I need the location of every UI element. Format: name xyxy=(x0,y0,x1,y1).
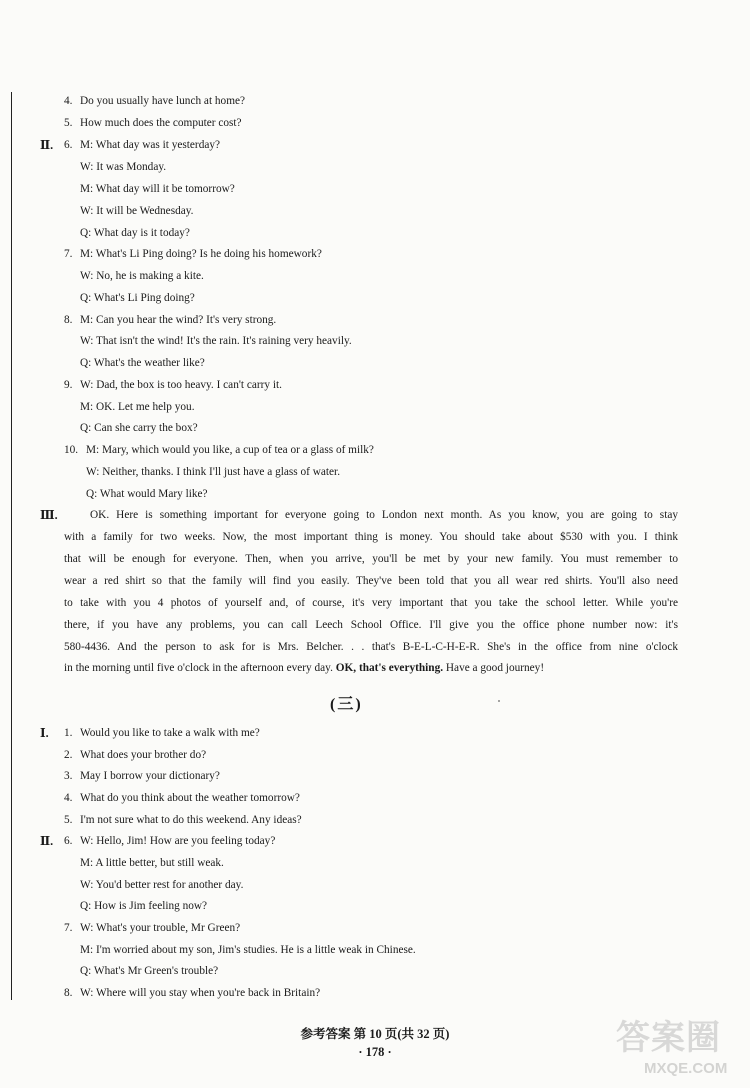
dialogue-line: M: Can you hear the wind? It's very strong. xyxy=(80,314,277,326)
question-line: What does your brother do? xyxy=(80,749,207,761)
paragraph-text: Have a good journey! xyxy=(445,662,545,674)
dialogue-line: W: Neither, thanks. I think I'll just have a glass of water. xyxy=(86,466,341,478)
dialogue-line: W: Hello, Jim! How are you feeling today? xyxy=(80,835,276,847)
item-number: 5. xyxy=(64,814,73,826)
dialogue-line: W: What's your trouble, Mr Green? xyxy=(80,922,241,934)
item-number: 3. xyxy=(64,770,73,782)
dialogue-line: M: OK. Let me help you. xyxy=(80,401,195,413)
watermark-url-text: MXQE.COM xyxy=(644,1060,728,1077)
dialogue-line: M: I'm worried about my son, Jim's studies. He is a little weak in Chinese. xyxy=(80,944,416,956)
left-margin-rule xyxy=(11,92,12,1000)
question-line: What do you think about the weather tomorrow? xyxy=(80,792,300,804)
section-title: (三) xyxy=(330,696,363,713)
dialogue-line: M: What's Li Ping doing? Is he doing his homework? xyxy=(80,248,322,260)
dialogue-line: M: What day will it be tomorrow? xyxy=(80,183,235,195)
paragraph-line: OK. Here is something important for everyone going to London next month. As you know, you are going to stay xyxy=(90,509,678,521)
dialogue-line: W: It will be Wednesday. xyxy=(80,205,194,217)
section-numeral: Ⅲ. xyxy=(40,508,58,522)
paragraph-line: to take with you 4 photos of yourself and, of course, it's very important that you take the school letter. While you're xyxy=(64,597,678,609)
paragraph-line: there, if you have any problems, you can call Leech School Office. I'll give you the office phone number now: it's xyxy=(64,619,678,631)
paragraph-text: in the morning until five o'clock in the afternoon every day. xyxy=(64,662,333,674)
dialogue-line: Q: What's Mr Green's trouble? xyxy=(80,965,219,977)
item-number: 5. xyxy=(64,117,73,129)
item-number: 7. xyxy=(64,922,73,934)
paragraph-line: wear a red shirt so that the family will find you easily. They've been told that you all wear red shirts. You'll also need xyxy=(64,575,678,587)
dialogue-line: W: No, he is making a kite. xyxy=(80,270,204,282)
dialogue-line: M: A little better, but still weak. xyxy=(80,857,224,869)
question-line: Would you like to take a walk with me? xyxy=(80,727,260,739)
paragraph-line: that will be enough for everyone. Then, when you arrive, you'll be met by your new family. You must remember to xyxy=(64,553,678,565)
item-number: 10. xyxy=(64,444,79,456)
watermark-cn-text: 答案圈 xyxy=(616,1020,721,1057)
page-number: · 178 · xyxy=(358,1045,392,1059)
item-number: 1. xyxy=(64,727,73,739)
paragraph-line: 580-4436. And the person to ask for is Mrs. Belcher. . . that's B-E-L-C-H-E-R. She's in the office from nine o'clock xyxy=(64,641,678,653)
item-number: 6. xyxy=(64,835,73,847)
watermark-logo xyxy=(612,1008,748,1086)
item-number: 8. xyxy=(64,314,73,326)
dialogue-line: W: Where will you stay when you're back in Britain? xyxy=(80,987,321,999)
dialogue-line: Q: Can she carry the box? xyxy=(80,422,198,434)
question-line: How much does the computer cost? xyxy=(80,117,242,129)
question-line: Do you usually have lunch at home? xyxy=(80,95,246,107)
section-numeral: Ⅰ. xyxy=(40,726,49,740)
dialogue-line: Q: What's Li Ping doing? xyxy=(80,292,195,304)
item-number: 8. xyxy=(64,987,73,999)
dialogue-line: W: That isn't the wind! It's the rain. It's raining very heavily. xyxy=(80,335,352,347)
item-number: 7. xyxy=(64,248,73,260)
item-number: 4. xyxy=(64,95,73,107)
dialogue-line: Q: What would Mary like? xyxy=(86,488,208,500)
paragraph-bold-text: OK, that's everything. xyxy=(335,662,444,674)
dialogue-line: W: It was Monday. xyxy=(80,161,167,173)
speck-mark xyxy=(498,700,500,702)
dialogue-line: Q: What's the weather like? xyxy=(80,357,205,369)
item-number: 4. xyxy=(64,792,73,804)
item-number: 6. xyxy=(64,139,73,151)
dialogue-line: W: You'd better rest for another day. xyxy=(80,879,244,891)
paragraph-last-line xyxy=(64,661,544,675)
section-numeral: Ⅱ. xyxy=(40,138,54,152)
dialogue-line: M: What day was it yesterday? xyxy=(80,139,221,151)
dialogue-line: Q: What day is it today? xyxy=(80,227,190,239)
dialogue-line: W: Dad, the box is too heavy. I can't carry it. xyxy=(80,379,282,391)
footer-answer-key-label: 参考答案 第 10 页(共 32 页) xyxy=(300,1027,450,1041)
paragraph-line: with a family for two weeks. Now, the most important thing is money. You should take about $530 with you. I think xyxy=(64,531,678,543)
question-line: May I borrow your dictionary? xyxy=(80,770,220,782)
item-number: 9. xyxy=(64,379,73,391)
section-numeral: Ⅱ. xyxy=(40,834,54,848)
question-line: I'm not sure what to do this weekend. Any ideas? xyxy=(80,814,302,826)
dialogue-line: M: Mary, which would you like, a cup of tea or a glass of milk? xyxy=(86,444,374,456)
item-number: 2. xyxy=(64,749,73,761)
dialogue-line: Q: How is Jim feeling now? xyxy=(80,900,208,912)
